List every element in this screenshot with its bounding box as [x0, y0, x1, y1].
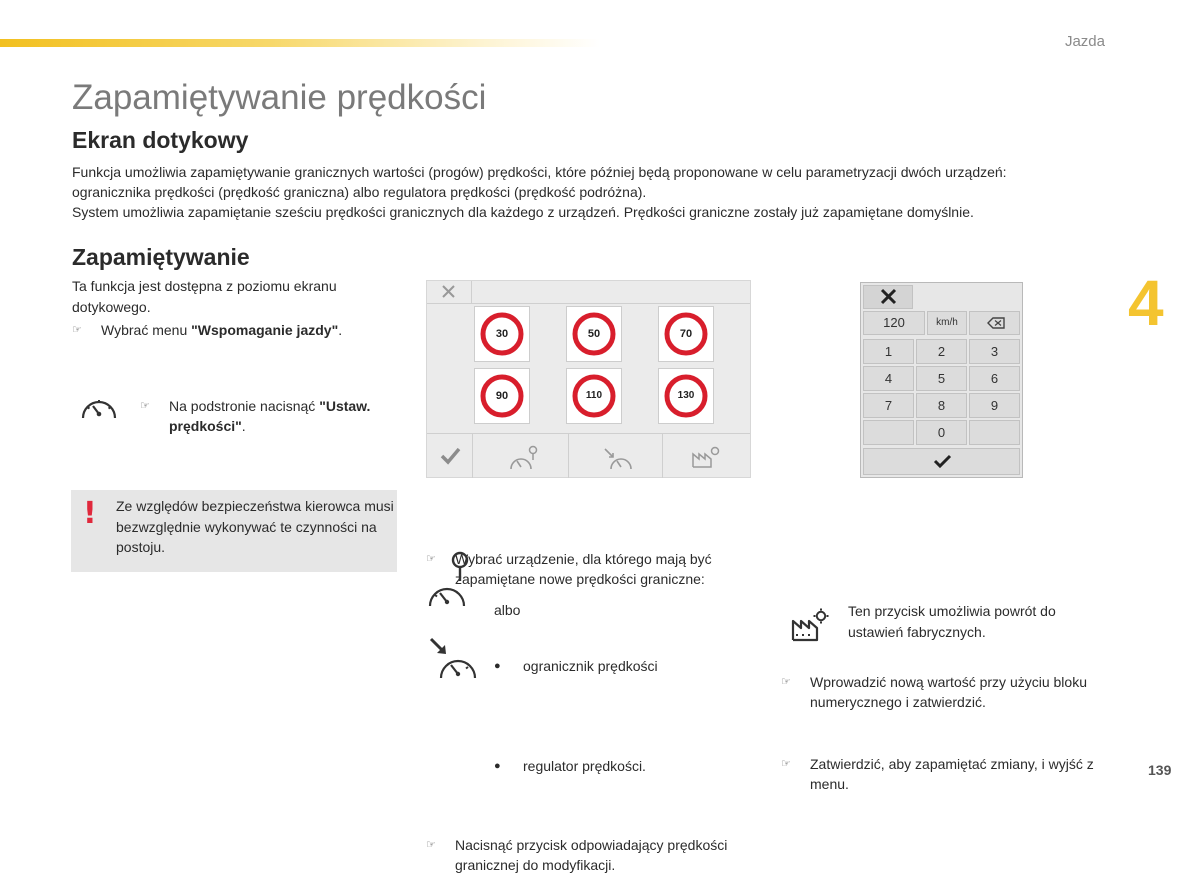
- speed-sign-button[interactable]: [658, 306, 714, 362]
- speed-sign-value: 130: [677, 390, 695, 401]
- speed-sign-button[interactable]: [658, 368, 714, 424]
- step-confirm-exit: ☞ Zatwierdzić, aby zapamiętać zmiany, i wyjść z menu.: [781, 754, 1130, 795]
- confirm-button[interactable]: [427, 434, 473, 478]
- close-icon: [427, 281, 471, 303]
- keypad-key-8[interactable]: 8: [916, 393, 967, 418]
- step-enter-value: ☞ Wprowadzić nową wartość przy użyciu bloku numerycznego i zatwierdzić.: [781, 672, 1130, 713]
- screen-footer: [427, 433, 750, 478]
- step-press-speed: ☞ Nacisnąć przycisk odpowiadający prędkości granicznej do modyfikacji.: [426, 835, 775, 876]
- keypad-screen: [860, 282, 1023, 478]
- factory-reset-note: Ten przycisk umożliwia powrót do ustawień fabrycznych.: [848, 603, 1056, 640]
- factory-reset-button[interactable]: [663, 434, 750, 478]
- chapter-number: 4: [1128, 267, 1164, 339]
- speed-settings-screen: [426, 280, 751, 478]
- speed-sign-button[interactable]: [566, 306, 622, 362]
- cruise-option: ● regulator prędkości.: [494, 756, 773, 777]
- page-number: 139: [1148, 762, 1172, 778]
- availability-text: Ta funkcja jest dostępna z poziomu ekranu dotykowego.: [72, 278, 337, 315]
- button-name: "Ustaw. prędkości": [169, 397, 371, 434]
- check-icon: [864, 449, 1021, 474]
- page-title: Zapamiętywanie prędkości: [72, 78, 487, 117]
- cruise-control-button[interactable]: [569, 434, 663, 478]
- keypad-key-1[interactable]: 1: [863, 339, 914, 364]
- warning-icon: !: [83, 496, 97, 531]
- speed-limiter-icon: [427, 548, 473, 612]
- close-button[interactable]: [863, 285, 913, 309]
- section-title: Jazda: [1064, 33, 1105, 50]
- factory-reset-icon: [789, 607, 831, 643]
- speed-sign-value: 70: [679, 328, 693, 340]
- speed-sign-button[interactable]: [474, 368, 530, 424]
- speed-sign-value: 50: [587, 328, 601, 340]
- limiter-option: ● ogranicznik prędkości: [494, 656, 773, 677]
- intro-line: System umożliwia zapamiętanie sześciu prędkości granicznych dla każdego z urządzeń. Prędkości graniczne zostały już zapamiętane domyślnie.: [72, 204, 974, 220]
- check-icon: [427, 434, 473, 478]
- intro-paragraph: [72, 162, 1132, 222]
- speedometer-icon: [78, 388, 120, 424]
- speed-sign-value: 30: [495, 328, 509, 340]
- speed-sign-value: 90: [495, 390, 509, 402]
- keypad-key-0[interactable]: 0: [916, 420, 967, 445]
- section-heading: Zapamiętywanie: [72, 244, 250, 270]
- keypad-key-2[interactable]: 2: [916, 339, 967, 364]
- unit-label: km/h: [927, 311, 967, 335]
- keypad-blank-key: [969, 420, 1020, 445]
- close-button[interactable]: [427, 281, 472, 303]
- header-accent-bar: [0, 39, 600, 47]
- keypad-key-9[interactable]: 9: [969, 393, 1020, 418]
- keypad-blank-key: [863, 420, 914, 445]
- keypad-confirm-button[interactable]: [863, 448, 1020, 475]
- screen-header: [427, 281, 750, 304]
- keypad-key-5[interactable]: 5: [916, 366, 967, 391]
- cruise-control-icon: [428, 636, 480, 682]
- speed-sign-button[interactable]: [474, 306, 530, 362]
- speed-value-field[interactable]: 120: [863, 311, 925, 335]
- menu-name: "Wspomaganie jazdy": [191, 322, 339, 338]
- backspace-icon: [970, 312, 1020, 334]
- keypad-key-3[interactable]: 3: [969, 339, 1020, 364]
- keypad-key-6[interactable]: 6: [969, 366, 1020, 391]
- speed-sign-value: 110: [585, 390, 603, 401]
- keypad-key-7[interactable]: 7: [863, 393, 914, 418]
- cruise-control-icon: [569, 434, 663, 478]
- page-subtitle: Ekran dotykowy: [72, 127, 249, 153]
- factory-reset-icon: [663, 434, 750, 478]
- intro-line: Funkcja umożliwia zapamiętywanie granicznych wartości (progów) prędkości, które później będą proponowane w celu parametryzacji dwóch urządzeń:: [72, 164, 1007, 180]
- speed-limiter-icon: [473, 434, 569, 478]
- warning-box: [71, 490, 397, 572]
- warning-text: Ze względów bezpieczeństwa kierowca musi bezwzględnie wykonywać te czynności na postoju.: [116, 498, 394, 555]
- step-select-menu: ☞ Wybrać menu "Wspomaganie jazdy".: [72, 320, 421, 341]
- step-press-set-speeds: ☞ Na podstronie nacisnąć "Ustaw. prędkości".: [140, 396, 429, 437]
- speed-sign-button[interactable]: [566, 368, 622, 424]
- or-text: albo: [494, 602, 521, 618]
- keypad-key-4[interactable]: 4: [863, 366, 914, 391]
- speed-limiter-button[interactable]: [473, 434, 569, 478]
- intro-line: ogranicznika prędkości (prędkość graniczna) albo regulatora prędkości (prędkość podróżna).: [72, 184, 647, 200]
- close-icon: [864, 286, 914, 308]
- step-select-device: ☞ Wybrać urządzenie, dla którego mają być zapamiętane nowe prędkości graniczne:: [426, 549, 775, 590]
- backspace-button[interactable]: [969, 311, 1020, 335]
